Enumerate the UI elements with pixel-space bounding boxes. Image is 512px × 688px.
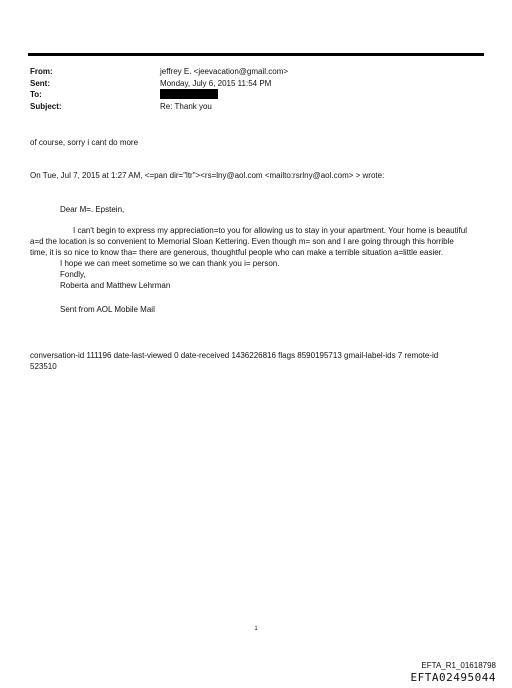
quote-header: On Tue, Jul 7, 2015 at 1:27 AM, <=pan dir="ltr"><rs=lny@aol.com <mailto:rsrlny@aol.com> > wrote: xyxy=(30,171,385,180)
letter-line-2: a=d the location is so convenient to Memorial Sloan Kettering. Even though m= son and I are going through this horrible xyxy=(30,237,454,246)
bates-stamp-small: EFTA_R1_01618798 xyxy=(421,661,496,670)
to-label: To: xyxy=(30,90,42,99)
sent-label: Sent: xyxy=(30,78,50,88)
letter-line-4: I hope we can meet sometime so we can thank you i= person. xyxy=(60,259,280,268)
from-label: From: xyxy=(30,67,53,76)
from-value: jeffrey E. <jeevacation@gmail.com> xyxy=(160,67,289,76)
email-header xyxy=(30,66,288,112)
letter-closing: Fondly, xyxy=(60,270,86,279)
subject-value: Re: Thank you xyxy=(160,101,212,111)
sent-row xyxy=(30,78,288,90)
redaction-box xyxy=(160,89,218,99)
subject-row xyxy=(30,101,288,113)
letter-line-1: I can't begin to express my appreciation=to you for allowing us to stay in your apartment. Your home is beautiful xyxy=(73,226,467,235)
sent-value: Monday, July 6, 2015 11:54 PM xyxy=(160,78,272,88)
to-row xyxy=(30,89,288,101)
subject-label: Subject: xyxy=(30,101,62,111)
letter-salutation: Dear M=. Epstein, xyxy=(60,205,125,214)
reply-text: of course, sorry i cant do more xyxy=(30,138,139,147)
page-number: 1 xyxy=(254,626,258,632)
letter-footer: Sent from AOL Mobile Mail xyxy=(60,305,155,314)
metadata-line-2: 523510 xyxy=(30,362,57,371)
header-rule xyxy=(28,53,484,56)
from-row xyxy=(30,66,288,78)
to-value-redacted xyxy=(160,89,218,101)
metadata-line-1: conversation-id 111196 date-last-viewed 0 date-received 1436226816 flags 8590195713 gmail-label-ids 7 remote-id xyxy=(30,351,439,360)
letter-line-3: time, it is so nice to know tha= there are generous, thoughtful people who can make a terrible situation a=little easier. xyxy=(30,248,444,257)
bates-stamp-large: EFTA02495044 xyxy=(410,671,496,684)
letter-signature: Roberta and Matthew Lehrman xyxy=(60,281,171,290)
